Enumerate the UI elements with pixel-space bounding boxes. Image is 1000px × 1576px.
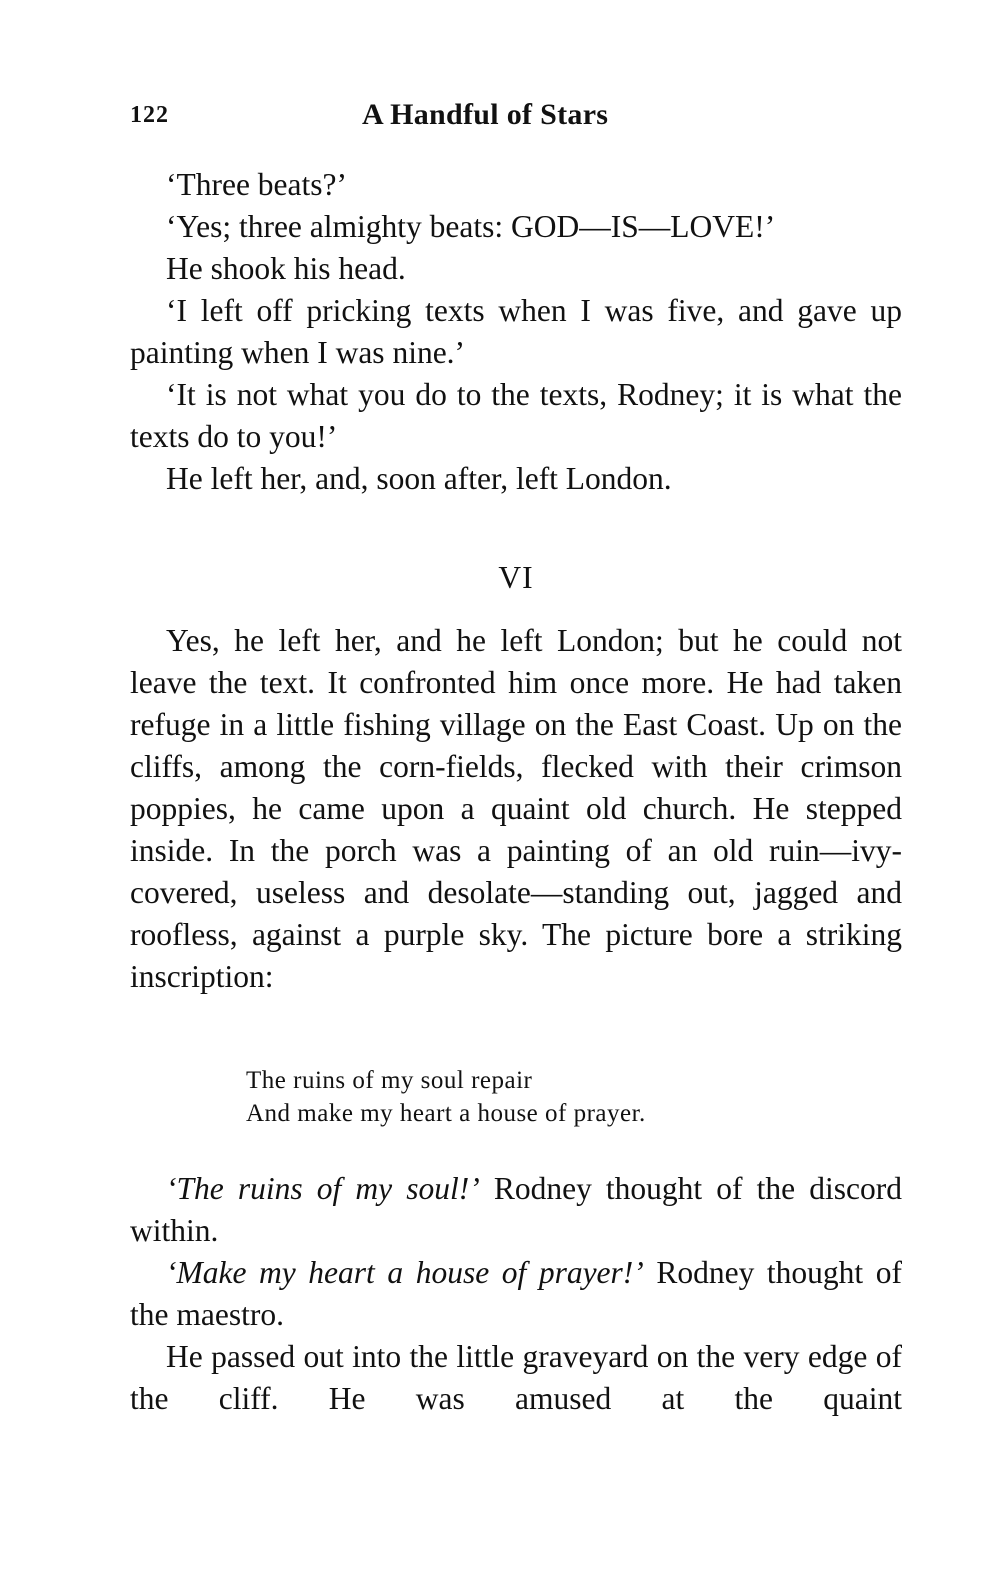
running-header	[130, 98, 902, 138]
dialogue-line: ‘Yes; three almighty beats: GOD—IS—LOVE!’	[166, 209, 776, 244]
dialogue-line: ‘It is not what you do to the texts, Rodney; it is what the texts do to you!’	[130, 377, 902, 454]
italic-quote: ‘Make my heart a house of prayer!’	[166, 1255, 644, 1290]
closing-paragraph	[130, 1252, 902, 1336]
italic-quote: ‘The ruins of my soul!’	[166, 1171, 480, 1206]
dialogue-line: He shook his head.	[166, 251, 406, 286]
dialogue-line: ‘I left off pricking texts when I was five, and gave up painting when I was nine.’	[130, 293, 902, 370]
closing-block	[130, 1168, 902, 1420]
running-title: A Handful of Stars	[362, 98, 609, 131]
paragraph-text: Rodney thought of the maestro.	[130, 1255, 902, 1332]
dialogue-line: ‘Three beats?’	[166, 167, 348, 202]
dialogue-line: He left her, and, soon after, left London.	[166, 461, 672, 496]
verse-line: The ruins of my soul repair	[246, 1067, 533, 1094]
inscription-verse	[246, 1064, 646, 1130]
verse-line: And make my heart a house of prayer.	[246, 1100, 646, 1127]
section-body	[130, 620, 902, 998]
section-heading: VI	[498, 560, 534, 595]
closing-paragraph	[130, 1168, 902, 1252]
dialogue-block	[130, 164, 902, 500]
closing-paragraph: He passed out into the little graveyard on the very edge of the cliff. He was amused at the quaint	[130, 1339, 902, 1416]
paragraph-text: Rodney thought of the discord within.	[130, 1171, 902, 1248]
page-number: 122	[130, 102, 169, 128]
section-paragraph: Yes, he left her, and he left London; but he could not leave the text. It confronted him once more. He had taken refuge in a little fishing village on the East Coast. Up on the cliffs, among the corn-fields, flecked with their crimson poppies, he came upon a quaint old church. He stepped inside. In the porch was a painting of an old ruin—ivy-covered, useless and desolate—standing out, jagged and roofless, against a purple sky. The picture bore a striking inscription:	[130, 623, 902, 994]
